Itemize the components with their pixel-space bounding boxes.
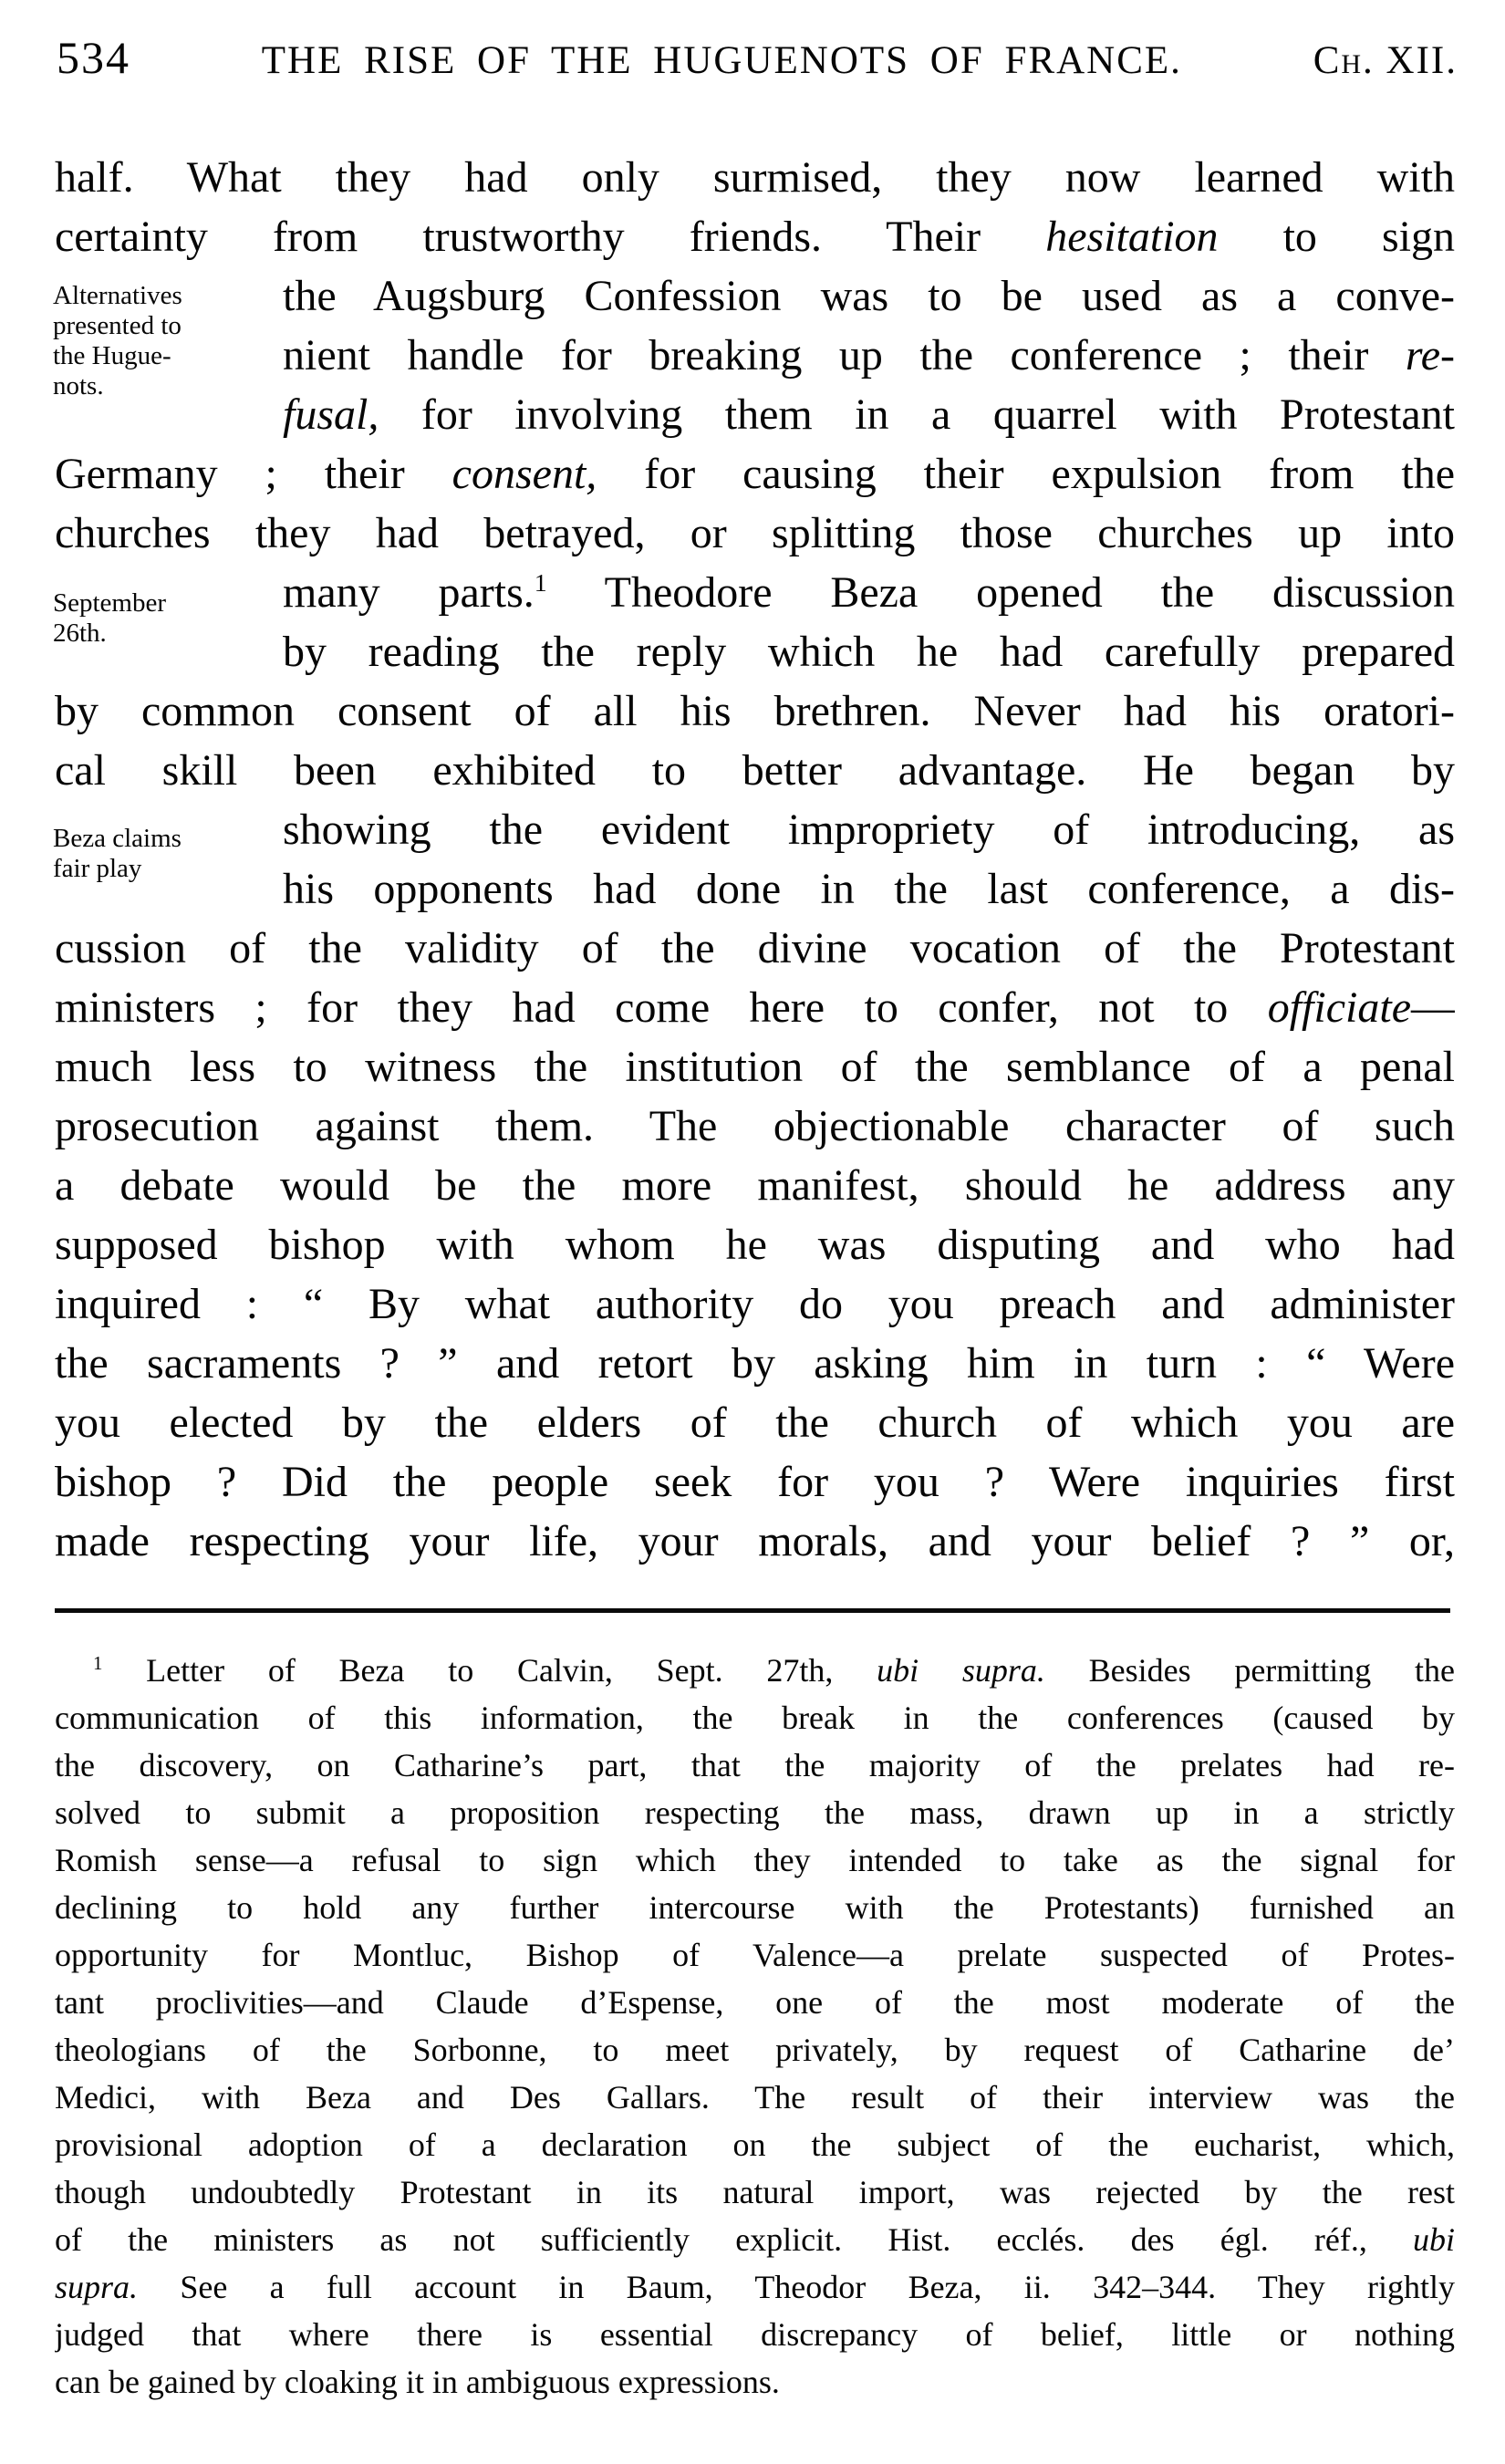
running-title: THE RISE OF THE HUGUENOTS OF FRANCE.: [261, 39, 1182, 82]
text-run: Germany ; their: [55, 450, 452, 498]
text-line: [283, 326, 1455, 385]
sidenote-line: Alternatives: [53, 281, 182, 310]
text-line: [55, 1037, 1455, 1097]
sidenote-line: nots.: [53, 371, 104, 400]
italic-text: ubi: [1412, 2221, 1455, 2258]
footnote-text: [55, 1647, 1455, 2406]
text-line: [55, 207, 1455, 266]
text-line: [55, 1393, 1455, 1452]
text-run: of the ministers as not sufficiently explicit. Hist. ecclés. des égl. réf.,: [55, 2221, 1413, 2258]
text-run: nient handle for breaking up the conference ; their: [283, 331, 1406, 379]
text-run: showing the evident impropriety of introducing, as: [283, 806, 1455, 854]
text-line: [55, 1097, 1455, 1156]
text-line: [283, 859, 1455, 919]
text-run: cussion of the validity of the divine vocation of the Protestant: [55, 924, 1455, 972]
text-line: [55, 2168, 1455, 2216]
text-line: [55, 148, 1455, 207]
text-line: [55, 1931, 1455, 1979]
footnote-marker: 1: [534, 569, 547, 598]
text-line: [55, 2121, 1455, 2168]
text-line: [55, 1647, 1455, 1694]
text-run: by reading the reply which he had carefully prepared: [283, 628, 1455, 676]
text-run: inquired : “ By what authority do you preach and administer: [55, 1280, 1455, 1328]
text-run: half. What they had only surmised, they now learned with: [55, 153, 1455, 202]
text-run: judged that where there is essential discrepancy of belief, little or nothing: [55, 2316, 1455, 2353]
text-run: certainty from trustworthy friends. Their: [55, 213, 1046, 261]
text-run: ministers ; for they had come here to confer, not to: [55, 983, 1268, 1032]
italic-text: fusal,: [283, 390, 379, 439]
text-run: many parts.: [283, 568, 535, 617]
text-run: communication of this information, the break in the conferences (caused by: [55, 1700, 1455, 1736]
text-run: Romish sense—a refusal to sign which they intended to take as the signal for: [55, 1842, 1455, 1878]
text-run: churches they had betrayed, or splitting those churches up into: [55, 509, 1455, 557]
text-run: supposed bishop with whom he was disputing and who had: [55, 1221, 1455, 1269]
text-line: [55, 1789, 1455, 1836]
italic-text: ubi supra.: [877, 1652, 1045, 1689]
text-line: [283, 622, 1455, 681]
text-run: prosecution against them. The objectionable character of such: [55, 1102, 1455, 1150]
sidenote-line: the Hugue-: [53, 341, 171, 370]
text-run: See a full account in Baum, Theodor Beza, ii. 342–344. They rightly: [138, 2269, 1455, 2305]
text-run: provisional adoption of a declaration on the subject of the eucharist, which,: [55, 2126, 1455, 2163]
chapter-label: Ch. XII.: [1313, 39, 1458, 82]
text-run: the discovery, on Catharine’s part, that the majority of the prelates had re-: [55, 1747, 1455, 1783]
text-run: for causing their expulsion from the: [597, 450, 1455, 498]
text-line: [283, 563, 1455, 622]
text-run: Theodore Beza opened the discussion: [546, 568, 1455, 617]
text-line: [55, 1334, 1455, 1393]
text-run: for involving them in a quarrel with Protestant: [379, 390, 1455, 439]
sidenote-line: presented to: [53, 311, 182, 340]
text-line: [55, 2311, 1455, 2358]
text-line: [55, 1979, 1455, 2026]
text-run: the Augsburg Confession was to be used as a conve-: [283, 272, 1455, 320]
text-line: [55, 1215, 1455, 1274]
text-run: can be gained by cloaking it in ambiguous expressions.: [55, 2364, 780, 2400]
text-line: [55, 504, 1455, 563]
text-line: [55, 2358, 1455, 2406]
text-run: Letter of Beza to Calvin, Sept. 27th,: [102, 1652, 877, 1689]
text-run: the sacraments ? ” and retort by asking him in turn : “ Were: [55, 1339, 1455, 1388]
text-run: though undoubtedly Protestant in its natural import, was rejected by the rest: [55, 2174, 1455, 2210]
italic-text: supra.: [55, 2269, 139, 2305]
text-run: tant proclivities—and Claude d’Espense, one of the most moderate of the: [55, 1984, 1455, 2021]
text-run: by common consent of all his brethren. Never had his oratori-: [55, 687, 1455, 735]
text-run: declining to hold any further intercourse with the Protestants) furnished an: [55, 1889, 1455, 1926]
text-line: [55, 1884, 1455, 1931]
text-run: his opponents had done in the last conference, a dis-: [283, 865, 1455, 913]
text-run: Medici, with Beza and Des Gallars. The result of their interview was the: [55, 2079, 1455, 2116]
text-run: solved to submit a proposition respecting the mass, drawn up in a strictly: [55, 1794, 1455, 1831]
text-line: [283, 385, 1455, 444]
text-line: [55, 2216, 1455, 2263]
footnote-marker: 1: [93, 1652, 103, 1674]
page-header: [57, 31, 1458, 84]
text-run: much less to witness the institution of the semblance of a penal: [55, 1043, 1455, 1091]
sidenote-line: 26th.: [53, 619, 107, 648]
footnote-separator: [55, 1608, 1450, 1613]
sidenote-line: fair play: [53, 854, 142, 883]
text-run: made respecting your life, your morals, and your belief ? ” or,: [55, 1517, 1455, 1565]
text-run: bishop ? Did the people seek for you ? Were inquiries first: [55, 1458, 1455, 1506]
sidenote-line: September: [53, 588, 167, 618]
text-line: [55, 741, 1455, 800]
italic-text: consent,: [452, 450, 597, 498]
text-line: [55, 1694, 1455, 1741]
text-line: [55, 1156, 1455, 1215]
text-line: [55, 2263, 1455, 2311]
text-line: [55, 1836, 1455, 1884]
text-line: [55, 1512, 1455, 1571]
text-run: Besides permitting the: [1044, 1652, 1455, 1689]
text-run: opportunity for Montluc, Bishop of Valence—a prelate suspected of Protes-: [55, 1937, 1455, 1973]
text-line: [55, 1741, 1455, 1789]
page-number: 534: [57, 32, 130, 83]
text-line: [55, 1274, 1455, 1334]
text-line: [55, 978, 1455, 1037]
text-run: —: [1411, 983, 1455, 1032]
text-line: [283, 266, 1455, 326]
text-line: [55, 681, 1455, 741]
italic-text: hesitation: [1045, 213, 1219, 261]
text-line: [55, 919, 1455, 978]
main-text: [55, 148, 1455, 1571]
text-line: [55, 2026, 1455, 2074]
text-line: [55, 1452, 1455, 1512]
text-line: [55, 444, 1455, 504]
sidenote-line: Beza claims: [53, 824, 182, 853]
italic-text: re-: [1405, 331, 1455, 379]
text-run: a debate would be the more manifest, should he address any: [55, 1161, 1455, 1210]
text-run: you elected by the elders of the church of which you are: [55, 1398, 1455, 1447]
text-line: [283, 800, 1455, 859]
text-run: cal skill been exhibited to better advantage. He began by: [55, 746, 1455, 795]
text-run: to sign: [1218, 213, 1455, 261]
text-run: theologians of the Sorbonne, to meet privately, by request of Catharine de’: [55, 2032, 1455, 2068]
text-line: [55, 2074, 1455, 2121]
italic-text: officiate: [1267, 983, 1411, 1032]
